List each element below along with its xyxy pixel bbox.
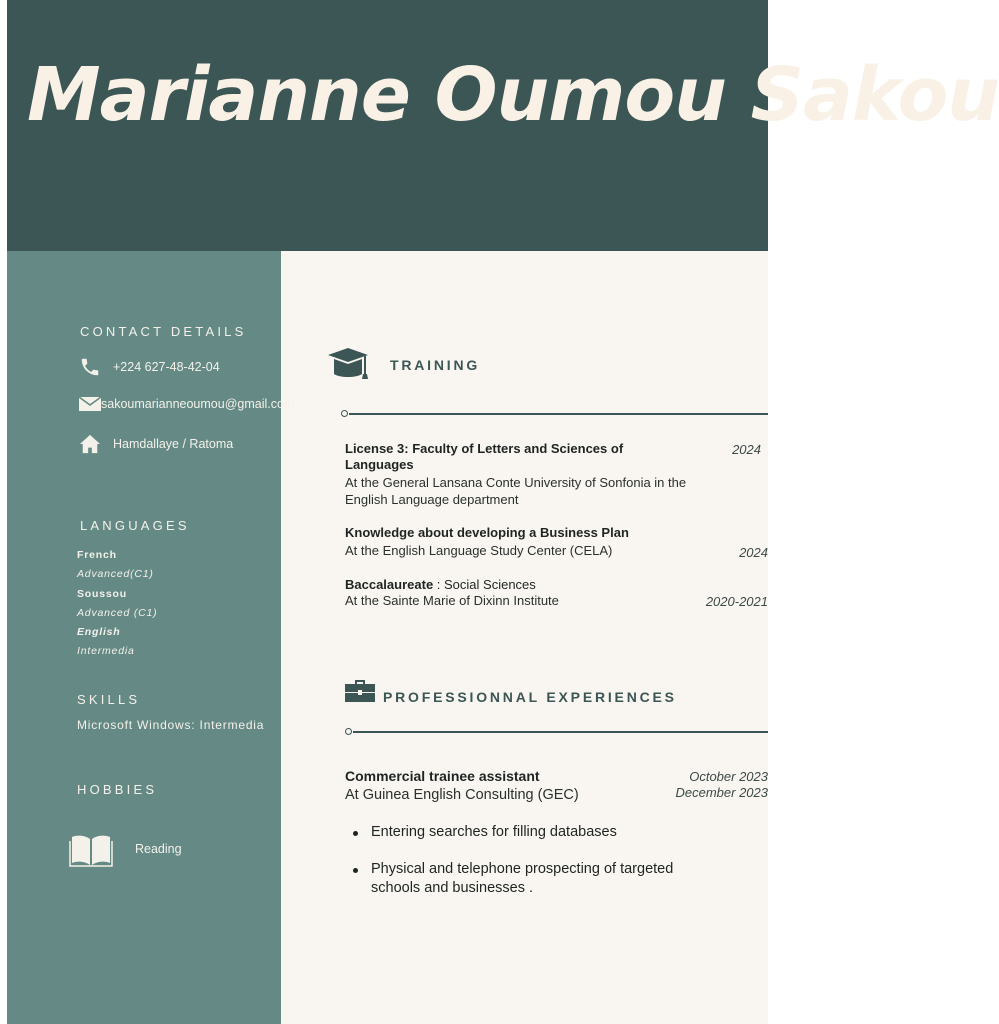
experience-divider [353, 731, 768, 733]
language-level: Advanced(C1) [77, 568, 154, 580]
bullet-marker [353, 831, 358, 836]
training-detail: At the Sainte Marie of Dixinn Institute [345, 593, 559, 608]
language-name: Soussou [77, 588, 127, 600]
book-icon [70, 833, 112, 867]
divider-dot [340, 409, 350, 419]
training-title [345, 577, 695, 593]
training-date: 2020-2021 [705, 594, 768, 609]
contact-phone [79, 356, 220, 378]
training-title-main: Baccalaureate [345, 577, 434, 592]
training-detail: At the English Language Study Center (CELA) [345, 543, 613, 558]
resume-page [7, 0, 999, 1024]
sidebar [7, 251, 295, 1024]
language-level: Intermedia [77, 645, 135, 657]
training-date: 2024 [739, 545, 768, 560]
contact-email [79, 396, 294, 412]
training-title: License 3: Faculty of Letters and Sciences of Languages [345, 441, 624, 472]
envelope-icon [79, 396, 101, 412]
job-bullet: Physical and telephone prospecting of targeted schools and businesses . [371, 861, 674, 896]
home-icon [79, 434, 101, 454]
header-banner [7, 0, 999, 251]
main-content [281, 251, 768, 1024]
candidate-name: Marianne Oumou Sakou [27, 52, 999, 138]
contact-address [79, 434, 233, 454]
language-level: Advanced (C1) [77, 607, 158, 619]
bullet-marker [353, 868, 358, 873]
job-date-end: December 2023 [675, 785, 768, 800]
hobby-item: Reading [135, 842, 182, 856]
contact-heading: CONTACT DETAILS [80, 324, 247, 339]
address-text: Hamdallaye / Ratoma [113, 437, 234, 451]
email-address: sakoumarianneoumou@gmail.com [101, 397, 295, 411]
job-title: Commercial trainee assistant [345, 768, 540, 784]
job-bullet: Entering searches for filling databases [371, 824, 617, 840]
training-detail: At the General Lansana Conte University of Sonfonia in the English Language department [345, 475, 687, 507]
phone-icon [79, 356, 101, 378]
phone-number: +224 627-48-42-04 [113, 360, 220, 374]
languages-heading: LANGUAGES [80, 518, 190, 533]
briefcase-icon [345, 680, 375, 702]
language-name: French [77, 549, 117, 561]
job-organization: At Guinea English Consulting (GEC) [345, 787, 579, 803]
skills-heading: SKILLS [77, 692, 141, 707]
training-date: 2024 [732, 442, 761, 457]
hobbies-heading: HOBBIES [77, 782, 158, 797]
training-divider [349, 413, 768, 415]
training-title: Knowledge about developing a Business Plan [345, 525, 629, 540]
experience-heading: PROFESSIONNAL EXPERIENCES [383, 689, 677, 705]
job-date-start: October 2023 [689, 769, 768, 784]
skill-item: Microsoft Windows: Intermedia [77, 718, 265, 732]
graduation-cap-icon [328, 348, 372, 382]
divider-dot [344, 727, 354, 737]
training-heading: TRAINING [390, 357, 481, 373]
language-name: English [77, 626, 121, 638]
training-title-suffix: : Social Sciences [433, 577, 536, 592]
